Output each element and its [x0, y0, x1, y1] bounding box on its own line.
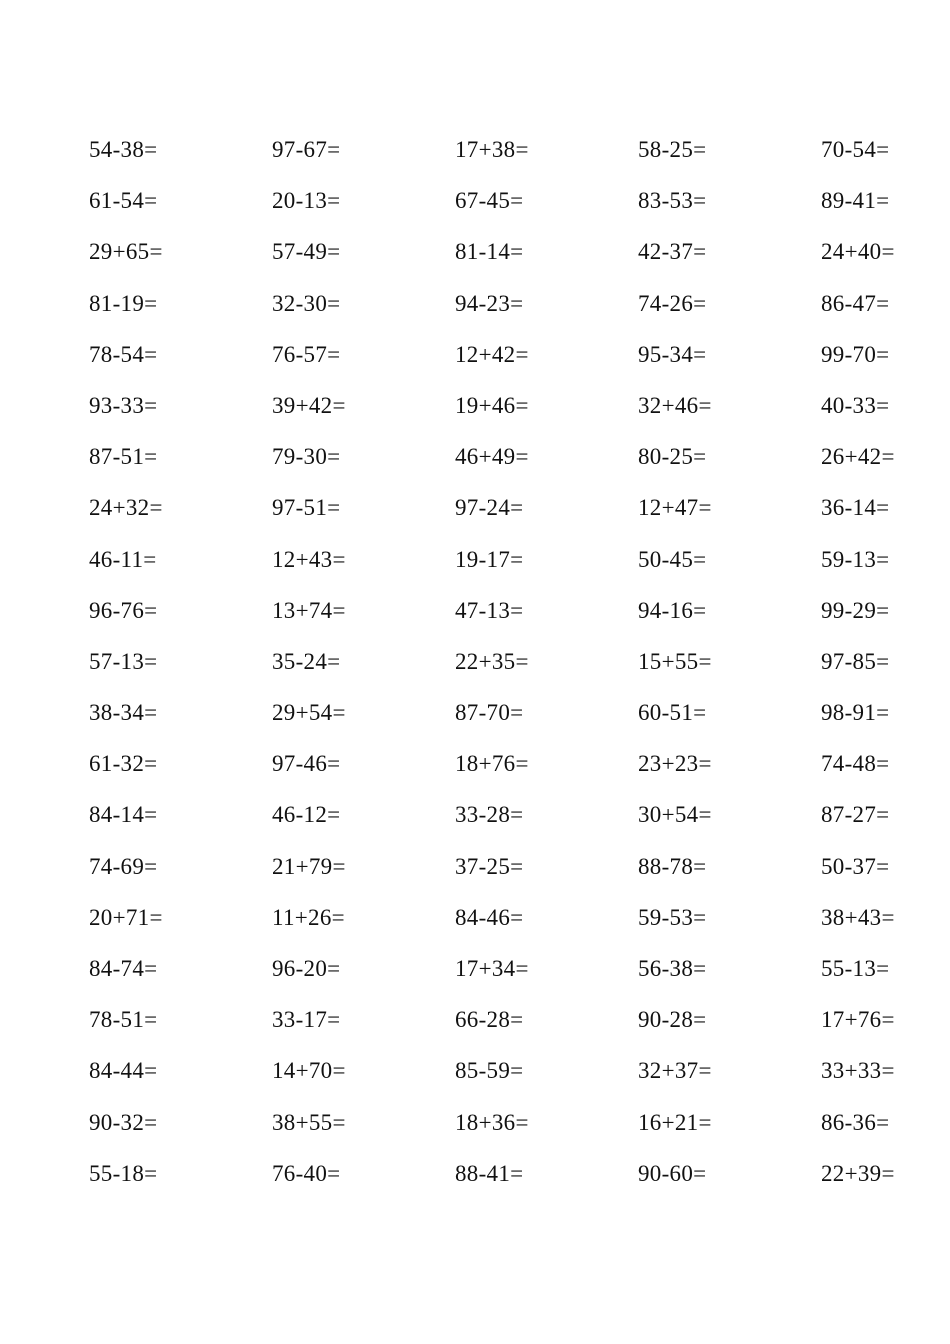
arithmetic-problem: 18+76=: [455, 751, 529, 777]
arithmetic-problem: 37-25=: [455, 853, 524, 879]
arithmetic-problem-grid: [89, 133, 919, 1208]
arithmetic-problem: 94-16=: [638, 597, 707, 623]
arithmetic-problem: 97-24=: [455, 495, 524, 521]
arithmetic-problem: 89-41=: [821, 188, 890, 214]
arithmetic-problem: 18+36=: [455, 1109, 529, 1135]
arithmetic-problem: 46-11=: [89, 546, 157, 572]
arithmetic-problem: 84-44=: [89, 1058, 158, 1084]
arithmetic-problem: 97-67=: [272, 137, 341, 162]
arithmetic-problem: 36-14=: [821, 495, 890, 521]
arithmetic-problem: 79-30=: [272, 444, 341, 470]
arithmetic-problem: 70-54=: [821, 137, 890, 162]
arithmetic-problem: 59-13=: [821, 546, 890, 572]
arithmetic-problem: 55-18=: [89, 1160, 158, 1186]
arithmetic-problem: 57-13=: [89, 648, 158, 674]
arithmetic-problem: 21+79=: [272, 853, 346, 879]
arithmetic-problem: 83-53=: [638, 188, 707, 214]
arithmetic-problem: 66-28=: [455, 1007, 524, 1033]
arithmetic-problem: 35-24=: [272, 648, 341, 674]
arithmetic-problem: 54-38=: [89, 137, 158, 162]
arithmetic-problem: 86-47=: [821, 290, 890, 316]
arithmetic-problem: 96-76=: [89, 597, 158, 623]
arithmetic-problem: 76-57=: [272, 341, 341, 367]
arithmetic-problem: 40-33=: [821, 392, 890, 418]
arithmetic-problem: 99-29=: [821, 597, 890, 623]
arithmetic-problem: 24+32=: [89, 495, 163, 521]
arithmetic-problem: 81-14=: [455, 239, 524, 265]
arithmetic-problem: 90-60=: [638, 1160, 707, 1186]
arithmetic-problem: 17+76=: [821, 1007, 895, 1033]
arithmetic-problem: 87-70=: [455, 700, 524, 726]
arithmetic-problem: 88-41=: [455, 1160, 524, 1186]
arithmetic-problem: 15+55=: [638, 648, 712, 674]
arithmetic-problem: 33+33=: [821, 1058, 895, 1084]
arithmetic-problem: 22+35=: [455, 648, 529, 674]
arithmetic-problem: 29+65=: [89, 239, 163, 265]
arithmetic-problem: 14+70=: [272, 1058, 346, 1084]
arithmetic-problem: 78-54=: [89, 341, 158, 367]
arithmetic-problem: 56-38=: [638, 956, 707, 981]
arithmetic-problem: 33-17=: [272, 1007, 341, 1033]
arithmetic-problem: 39+42=: [272, 392, 346, 418]
arithmetic-problem: 12+42=: [455, 341, 529, 367]
arithmetic-problem: 90-28=: [638, 1007, 707, 1033]
arithmetic-problem: 86-36=: [821, 1109, 890, 1135]
arithmetic-problem: 22+39=: [821, 1160, 895, 1186]
arithmetic-problem: 20-13=: [272, 188, 341, 214]
arithmetic-problem: 80-25=: [638, 444, 707, 470]
arithmetic-problem: 87-51=: [89, 444, 158, 470]
arithmetic-problem: 24+40=: [821, 239, 895, 265]
arithmetic-problem: 17+34=: [455, 956, 529, 981]
arithmetic-problem: 76-40=: [272, 1160, 341, 1186]
arithmetic-problem: 74-26=: [638, 290, 707, 316]
arithmetic-problem: 78-51=: [89, 1007, 158, 1033]
arithmetic-problem: 57-49=: [272, 239, 341, 265]
arithmetic-problem: 84-46=: [455, 904, 524, 930]
arithmetic-problem: 58-25=: [638, 137, 707, 162]
arithmetic-problem: 38-34=: [89, 700, 158, 726]
arithmetic-problem: 94-23=: [455, 290, 524, 316]
arithmetic-problem: 33-28=: [455, 802, 524, 828]
arithmetic-problem: 23+23=: [638, 751, 712, 777]
arithmetic-problem: 99-70=: [821, 341, 890, 367]
arithmetic-problem: 12+43=: [272, 546, 346, 572]
arithmetic-problem: 13+74=: [272, 597, 346, 623]
arithmetic-problem: 32+46=: [638, 392, 712, 418]
arithmetic-problem: 59-53=: [638, 904, 707, 930]
arithmetic-problem: 50-37=: [821, 853, 890, 879]
arithmetic-problem: 84-74=: [89, 956, 158, 981]
arithmetic-problem: 98-91=: [821, 700, 890, 726]
arithmetic-problem: 32-30=: [272, 290, 341, 316]
arithmetic-problem: 85-59=: [455, 1058, 524, 1084]
arithmetic-problem: 87-27=: [821, 802, 890, 828]
arithmetic-problem: 90-32=: [89, 1109, 158, 1135]
arithmetic-problem: 17+38=: [455, 137, 529, 162]
arithmetic-problem: 20+71=: [89, 904, 163, 930]
arithmetic-problem: 88-78=: [638, 853, 707, 879]
arithmetic-problem: 19+46=: [455, 392, 529, 418]
arithmetic-problem: 61-32=: [89, 751, 158, 777]
arithmetic-problem: 11+26=: [272, 904, 345, 930]
arithmetic-problem: 97-46=: [272, 751, 341, 777]
arithmetic-problem: 12+47=: [638, 495, 712, 521]
arithmetic-problem: 95-34=: [638, 341, 707, 367]
arithmetic-problem: 38+43=: [821, 904, 895, 930]
arithmetic-problem: 97-51=: [272, 495, 341, 521]
arithmetic-problem: 61-54=: [89, 188, 158, 214]
arithmetic-problem: 74-48=: [821, 751, 890, 777]
arithmetic-problem: 84-14=: [89, 802, 158, 828]
arithmetic-problem: 55-13=: [821, 956, 890, 981]
arithmetic-problem: 74-69=: [89, 853, 158, 879]
arithmetic-problem: 96-20=: [272, 956, 341, 981]
arithmetic-problem: 50-45=: [638, 546, 707, 572]
arithmetic-problem: 60-51=: [638, 700, 707, 726]
arithmetic-problem: 42-37=: [638, 239, 707, 265]
arithmetic-problem: 93-33=: [89, 392, 158, 418]
arithmetic-problem: 16+21=: [638, 1109, 712, 1135]
arithmetic-problem: 38+55=: [272, 1109, 346, 1135]
arithmetic-problem: 81-19=: [89, 290, 158, 316]
arithmetic-problem: 29+54=: [272, 700, 346, 726]
arithmetic-problem: 30+54=: [638, 802, 712, 828]
arithmetic-problem: 32+37=: [638, 1058, 712, 1084]
arithmetic-problem: 46+49=: [455, 444, 529, 470]
arithmetic-problem: 97-85=: [821, 648, 890, 674]
arithmetic-problem: 67-45=: [455, 188, 524, 214]
arithmetic-problem: 19-17=: [455, 546, 524, 572]
arithmetic-problem: 47-13=: [455, 597, 524, 623]
arithmetic-problem: 26+42=: [821, 444, 895, 470]
arithmetic-problem: 46-12=: [272, 802, 341, 828]
